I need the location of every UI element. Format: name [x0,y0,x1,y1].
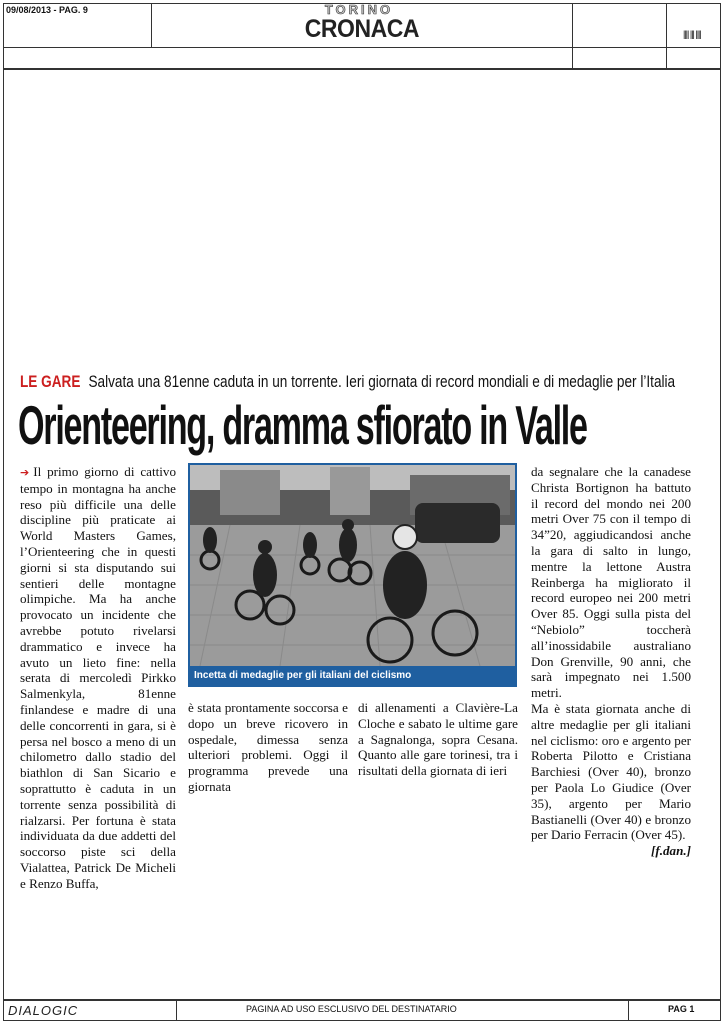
article-kicker [20,372,675,392]
date-page-label: 09/08/2013 - PAG. 9 [6,5,88,15]
column-3-text: di allenamenti a Clavière-La Cloche e sabato le ultime gare a Sagnalonga, sopra Cesana. Quanto alle gare torinesi, tra i risultati della giornata di ieri [358,700,518,779]
footer-divider-2 [628,1000,629,1021]
column-1-text: Il primo giorno di cattivo tempo in montagna ha anche reso più difficile una delle discipline più praticate ai World Masters Games, l’Orienteering che in questi giorni si sta disputando sui sentieri delle montagne olimpiche. Ma ha anche provocato un incidente che avrebbe potuto rivelarsi drammatico e invece ha avuto un lieto fine: nella serata di mercoledì Pirkko Salmenkyla, 81enne finlandese e madre di una delle concorrenti in gara, si è persa nel bosco a meno di un chilometro dallo stadio del biathlon di San Sicario e soprattutto è caduta in un torrente senza possibilità di rialzarsi. Per fortuna è stata individuata da due addetti del soccorso piste sci della Vialattea, Patrick De Micheli e Renzo Buffa, [20,464,176,891]
dialogic-logo: DIALOGIC [8,1003,79,1018]
kicker-label: LE GARE [20,372,81,391]
cyclists-photo-graphic [190,465,515,666]
column-4b-text: Ma è stata giornata anche di altre medaglie per gli italiani nel ciclismo: oro e argento per Roberta Pilotto e Cristiana Barchiesi (Over 40), bronzo per Paola Lo Giudice (Over 35), argento per Mario Bastianelli (Over 40) e bronzo per Dario Ferracin (Over 45). [531,700,691,843]
article-column-4 [531,464,691,859]
article-headline: Orienteering, dramma sfiorato in Valle [18,394,587,456]
logo-top-text: TORINO [324,2,394,17]
header-divider-2 [572,3,573,69]
photo-caption: Incetta di medaglie per gli italiani del ciclismo [190,666,515,685]
column-2-text: è stata prontamente soccorsa e dopo un breve ricovero in ospedale, dimessa senza ulteriori problemi. Oggi il programma prevede una giornata [188,700,348,794]
footer-page-number: PAG 1 [668,1004,695,1014]
footer-notice: PAGINA AD USO ESCLUSIVO DEL DESTINATARIO [246,1004,457,1014]
header-divider-3 [666,3,667,69]
header-rule [3,47,721,48]
column-4-text: da segnalare che la canadese Christa Bortignon ha battuto il record del mondo nei 200 metri Over 75 con il tempo di 34”20, aggiudicandosi anche la gara di salto in lungo, mentre la lettone Austra Reinberga ha migliorato il record europeo nei 200 metri Over 85. Oggi sulla pista del “Nebiolo” toccherà all’inossidabile australiano Don Grenville, 90 anni, che sarà impegnato nei 1.500 metri. [531,464,691,701]
article-column-3 [358,700,518,779]
article-photo [188,463,517,687]
logo-main-text: CRONACA [304,15,420,43]
author-signature: [f.dan.] [650,843,691,859]
arrow-icon: ➔ [20,466,30,479]
article-column-1 [20,464,176,892]
article-column-2 [188,700,348,795]
footer-divider-1 [176,1000,177,1021]
newspaper-logo [300,4,418,46]
barcode-mark: |||| ||| |||| [683,29,701,39]
header-divider-1 [151,3,152,48]
kicker-text: Salvata una 81enne caduta in un torrente. Ieri giornata di record mondiali e di medaglie per l’Italia [88,372,676,391]
